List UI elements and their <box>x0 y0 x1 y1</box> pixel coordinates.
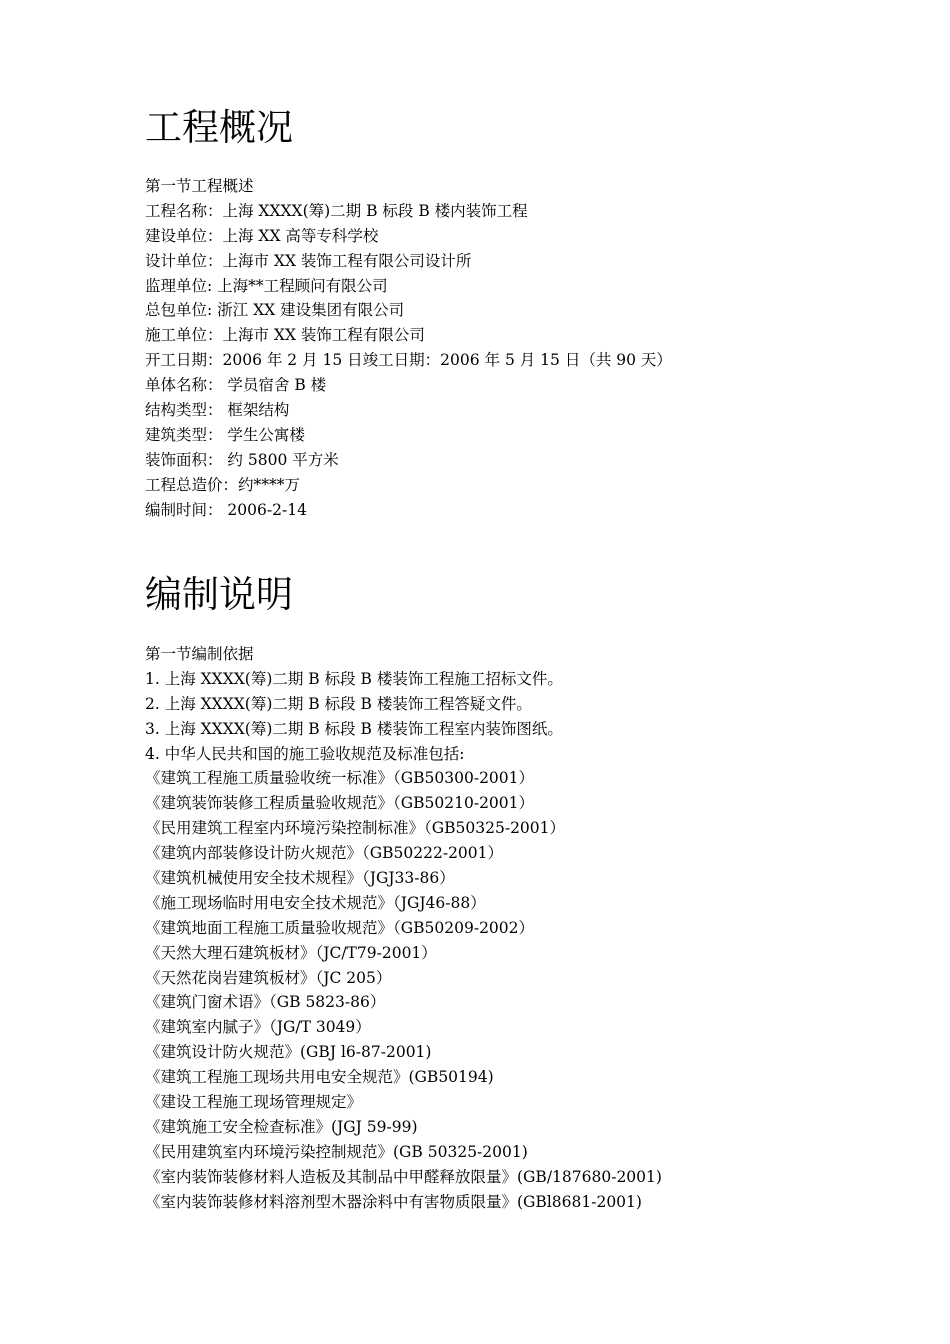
project-overview-block <box>145 174 672 522</box>
text-line: 总包单位: 浙江 XX 建设集团有限公司 <box>145 301 405 320</box>
compilation-notes-block <box>145 642 662 1214</box>
text-line: 开工日期：2006 年 2 月 15 日竣工日期：2006 年 5 月 15 日（共 90 天） <box>145 351 672 370</box>
text-line: 《建筑施工安全检查标准》(JGJ 59-99) <box>145 1117 418 1136</box>
text-line: 1. 上海 XXXX(筹)二期 B 标段 B 楼装饰工程施工招标文件。 <box>145 669 563 688</box>
text-line: 《施工现场临时用电安全技术规范》（JGJ46-88） <box>145 893 486 912</box>
text-line: 《建筑工程施工现场共用电安全规范》(GB50194) <box>145 1068 494 1087</box>
text-line: 3. 上海 XXXX(筹)二期 B 标段 B 楼装饰工程室内装饰图纸。 <box>145 719 563 738</box>
text-line: 《建筑装饰装修工程质量验收规范》（GB50210-2001） <box>145 794 535 813</box>
text-line: 《民用建筑室内环境污染控制规范》(GB 50325-2001) <box>145 1142 528 1161</box>
text-line: 《天然花岗岩建筑板材》（JC 205） <box>145 968 392 987</box>
text-line: 单体名称： 学员宿舍 B 楼 <box>145 376 327 395</box>
text-line: 4. 中华人民共和国的施工验收规范及标准包括: <box>145 744 465 763</box>
text-line: 工程名称：上海 XXXX(筹)二期 B 标段 B 楼内装饰工程 <box>145 201 528 220</box>
text-line: 建设单位：上海 XX 高等专科学校 <box>145 226 379 245</box>
text-line: 《天然大理石建筑板材》（JC/T79-2001） <box>145 943 437 962</box>
text-line: 2. 上海 XXXX(筹)二期 B 标段 B 楼装饰工程答疑文件。 <box>145 694 532 713</box>
section-title-compilation-notes: 编制说明 <box>145 573 293 616</box>
text-line: 《建筑工程施工质量验收统一标准》（GB50300-2001） <box>145 769 535 788</box>
section-title-project-overview: 工程概况 <box>145 106 293 149</box>
text-line: 《建筑地面工程施工质量验收规范》（GB50209-2002） <box>145 918 535 937</box>
text-line: 施工单位：上海市 XX 装饰工程有限公司 <box>145 326 425 345</box>
text-line: 《建筑机械使用安全技术规程》（JGJ33-86） <box>145 869 455 888</box>
text-line: 工程总造价：约****万 <box>145 475 301 494</box>
text-line: 设计单位：上海市 XX 装饰工程有限公司设计所 <box>145 251 472 270</box>
text-line: 《建筑设计防火规范》(GBJ l6-87-2001) <box>145 1043 432 1062</box>
text-line: 《建筑内部装修设计防火规范》（GB50222-2001） <box>145 844 504 863</box>
text-line: 结构类型： 框架结构 <box>145 401 290 420</box>
text-line: 装饰面积： 约 5800 平方米 <box>145 450 339 469</box>
text-line: 《室内装饰装修材料溶剂型木器涂料中有害物质限量》(GBl8681-2001) <box>145 1192 642 1211</box>
text-line: 《民用建筑工程室内环境污染控制标准》（GB50325-2001） <box>145 819 566 838</box>
text-line: 编制时间： 2006-2-14 <box>145 500 307 519</box>
text-line: 第一节编制依据 <box>145 645 254 663</box>
text-line: 《建设工程施工现场管理规定》 <box>145 1093 363 1112</box>
text-line: 建筑类型： 学生公寓楼 <box>145 425 305 444</box>
text-line: 《建筑门窗术语》（GB 5823-86） <box>145 993 386 1012</box>
text-line: 监理单位: 上海**工程顾问有限公司 <box>145 276 388 295</box>
text-line: 《建筑室内腻子》（JG/T 3049） <box>145 1018 371 1037</box>
text-line: 第一节工程概述 <box>145 177 254 195</box>
text-line: 《室内装饰装修材料人造板及其制品中甲醛释放限量》(GB/187680-2001) <box>145 1167 662 1186</box>
